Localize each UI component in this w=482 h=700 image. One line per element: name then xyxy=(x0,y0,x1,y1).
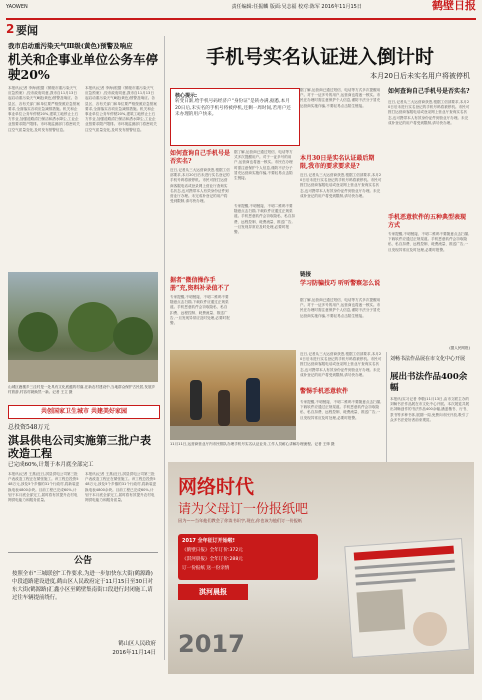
notice-issuer: 鹤山区人民政府 xyxy=(118,641,156,647)
col-g: 专家提醒,不明链接、不明二维码不要随意点击扫描,下载软件应通过正规渠道。手机恶意软件会窃取隐私、私自扣费、远程控制、耗费流量、推送广告,一旦发现异常应及时处理,必要时报警。 xyxy=(388,232,470,252)
left-top-kicker: 我市启动重污染天气Ⅲ级(黄色)预警及响应 xyxy=(8,42,133,50)
q1-heading: 如何查询自己手机号是否实名? xyxy=(170,150,231,165)
left-top-headline: 机关和企事业单位公务车停驶20% xyxy=(8,52,159,82)
subscription-ad xyxy=(168,462,474,674)
header-info: 责任编辑:任振麟 版面:吴志福 校对:陈军 2016年11月15日 xyxy=(231,4,362,10)
notice-date: 2016年11月14日 xyxy=(112,650,156,656)
lead-label: 核心提示: xyxy=(175,93,197,99)
link-label: 链接 xyxy=(300,272,312,278)
q3-heading: 本月30日是实名认证最后期限,我市的要求要求是? xyxy=(300,155,375,170)
lead-text: 转变日渐,给手机号码经济户“身份证”是转办满,据悉,本月20日后,未实名的手机号将被停机,还剩一周时间,若用户还未办理的用户快来。 xyxy=(175,99,291,117)
col-b: 据了解,运营商已通过短信、电话等方式多次提醒用户。对于一证多号的用户,运营商也将逐一核实。市民在办理时需注意保护个人信息,谨防不法分子冒充运营商实施诈骗,不要轻易点击陌生链接。 xyxy=(234,150,293,181)
col-c: 近日,记者从三大运营商获悉,根据工信部要求,本月20日后未进行实名登记的手机号码将被停机。市民可拨打运营商客服电话或登录网上营业厅查询实名状态,也可携带本人有效身份证件到营业厅办理。未完成补登记的用户将受到限制,请尽快办理。 xyxy=(300,173,382,198)
q6-heading: 手机恶意软件的五种典型表现方式 xyxy=(388,214,467,229)
col-f: 据了解,运营商已通过短信、电话等方式多次提醒用户。对于一证多号的用户,运营商也将逐一核实。市民在办理时需注意保护个人信息,谨防不法分子冒充运营商实施诈骗,不要轻易点击陌生链接。 xyxy=(300,298,381,318)
notice-body: 按照全市“三城联创”工作要求,为进一步加快东大街(鹤源路)中段道路建设进度,鹤山区人民政府定于11月15日至30日对东大街(鹤源路)汇鑫小区至鹤壁集南街口段进行封闭施工,请过往车辆提前绕行。 xyxy=(12,571,153,601)
ad-newspaper-illustration xyxy=(344,538,470,658)
village-photo xyxy=(8,272,158,382)
ad-mark: 淇河晨报 xyxy=(178,584,248,600)
col-d: 专家提醒,不明链接、不明二维码不要随意点击扫描,下载软件应通过正规渠道。手机恶意软件会窃取隐私、私自扣费、远程控制、耗费流量、推送广告,一旦发现异常应及时处理,必要时报警。 xyxy=(170,295,230,326)
main-headline: 手机号实名认证进入倒计时 xyxy=(205,46,434,68)
right-headline: 展出书法作品400余幅 xyxy=(390,372,468,393)
ad-price-2: 《淇河晨报》全年订价:288元 xyxy=(182,557,243,562)
header-left: YAOWEN xyxy=(6,4,28,10)
col-h: 近日,记者从三大运营商获悉,根据工信部要求,本月20日后未进行实名登记的手机号码将被停机。市民可拨打运营商客服电话或登录网上营业厅查询实名状态,也可携带本人有效身份证件到营业厅办理。未完成补登记的用户将受到限制,请尽快办理。 xyxy=(300,352,382,377)
ad-reader-face xyxy=(413,612,447,646)
ad-price-label: 2017 全年征订开始啦! xyxy=(182,538,235,544)
q2-heading: 据者“微信操作手册”充,资料补录值不了 xyxy=(170,277,230,292)
ad-price-1: 《鹤壁日报》全年订价:372元 xyxy=(182,548,243,553)
ad-year: 2017 xyxy=(178,630,245,658)
page-header xyxy=(6,0,476,20)
lead-box xyxy=(170,88,300,146)
ad-line1: 因为——当年他们教会了你读书识字,现在,你也该为他们订一份报纸 xyxy=(178,518,303,523)
left-bottom-body-1: 本报讯(记者 王燕)近日,淇县供电公司第三批户表改造工程正在紧张施工。该工程总投资548万元,涉及5个乡镇的31个行政村,将新装更换电表4800余块。目前工程已完成60%,计划于本月底全部完工,届时将有效提升农村电网供电能力和服务质量。 xyxy=(8,472,80,503)
ad-price-3: 订一份报纸 送一份亲情 xyxy=(182,566,230,571)
main-body-top-1: 据了解,运营商已通过短信、电话等方式多次提醒用户。对于一证多号的用户,运营商也将逐一核实。市民在办理时需注意保护个人信息,谨防不法分子冒充运营商实施诈骗,不要轻易点击陌生链接。 xyxy=(300,88,381,108)
left-top-body-2: 本报讯(记者 李海)根据《鹤壁市重污染天气应急预案》,经市政府同意,我市自11月13日起启动重污染天气Ⅲ级(黄色)预警及响应。各县区、各有关部门和单位要严格按照应急预案要求,全面落实各项应急减排措施。机关和企事业单位公务车停驶20%,建筑工地停止土石方作业,加强道路清扫保洁和洒水降尘,工业企业按要求限产限排。市环境监测部门将密切关注空气质量变化,及时发布预警信息。 xyxy=(85,86,157,132)
main-deck: 本月20日后未实名用户将被停机 xyxy=(370,72,470,80)
notice-title: 公告 xyxy=(73,556,92,566)
photo-caption: 山城区鹿楼乡三洼村是一处具有文化底蕴的村落,在新农村建设中,当地群众保护古民居,发展乡村旅游,村容村貌焕然一新。记者 王立 摄 xyxy=(8,385,156,395)
right-body: 本报讯(实习记者 李敬)11月13日,由市文联主办的刘畅书法作品展在市文化中心开展。本次展览共展出刘畅创作的书法作品400余幅,涵盖楷书、行书、隶书等多种书体,展期一周,免费向市民开放,吸引了众多书法爱好者前来观赏。 xyxy=(390,397,470,422)
slogan-banner: 共创国家卫生城市 共建美好家园 xyxy=(8,405,160,419)
section-name: 要闻 xyxy=(16,24,38,37)
col-a: 近日,记者从三大运营商获悉,根据工信部要求,本月20日后未进行实名登记的手机号码将被停机。市民可拨打运营商客服电话或登录网上营业厅查询实名状态,也可携带本人有效身份证件到营业厅办理。未完成补登记的用户将受到限制,请尽快办理。 xyxy=(170,168,230,204)
col-e: 专家提醒,不明链接、不明二维码不要随意点击扫描,下载软件应通过正规渠道。手机恶意软件会窃取隐私、私自扣费、远程控制、耗费流量、推送广告,一旦发现异常应及时处理,必要时报警。 xyxy=(234,204,296,235)
main-photo-caption: 11月11日,运营商营业厅内市民排队办理手机号实名认证业务,工作人员耐心讲解办理流程。记者 王帅 摄 xyxy=(170,442,335,446)
left-bottom-kicker: 总投资548万元 xyxy=(8,424,50,431)
main-sub-1: 如何查询自己手机号是否实名? xyxy=(388,88,470,95)
left-bottom-headline: 淇县供电公司实施第三批户表改造工程 xyxy=(8,434,151,460)
left-top-body-1: 本报讯(记者 李海)根据《鹤壁市重污染天气应急预案》,经市政府同意,我市自11月13日起启动重污染天气Ⅲ级(黄色)预警及响应。各县区、各有关部门和单位要严格按照应急预案要求,全面落实各项应急减排措施。机关和企事业单位公务车停驶20%,建筑工地停止土石方作业,加强道路清扫保洁和洒水降尘,工业企业按要求限产限排。市环境监测部门将密切关注空气质量变化,及时发布预警信息。 xyxy=(8,86,80,132)
right-kicker: 刘畅书法作品展在市文化中心开展 xyxy=(390,356,466,362)
ad-title: 网络时代 xyxy=(178,476,255,498)
col-i: 专家提醒,不明链接、不明二维码不要随意点击扫描,下载软件应通过正规渠道。手机恶意软件会窃取隐私、私自扣费、远程控制、耗费流量、推送广告,一旦发现异常应及时处理,必要时报警。 xyxy=(300,400,382,420)
left-bottom-deck: 已完成60%,计划于本月底全部完工 xyxy=(8,462,94,468)
ad-price-box xyxy=(178,534,318,580)
ad-subtitle: 请为父母订一份报纸吧 xyxy=(178,502,309,517)
newspaper-logo: 鹤壁日报 xyxy=(432,0,476,12)
service-hall-photo xyxy=(170,350,296,440)
q5-heading: 警惕手机恶意软件 xyxy=(300,388,349,395)
page-number: 2 xyxy=(6,22,15,36)
main-body-top-2: 近日,记者从三大运营商获悉,根据工信部要求,本月20日后未进行实名登记的手机号码将被停机。市民可拨打运营商客服电话或登录网上营业厅查询实名状态,也可携带本人有效身份证件到营业厅办理。未完成补登记的用户将受到限制,请尽快办理。 xyxy=(388,100,470,125)
link-heading: 学习防骗技巧 听听警察怎么说 xyxy=(300,280,381,287)
byline: (据人民网报) xyxy=(449,346,470,350)
left-bottom-body-2: 本报讯(记者 王燕)近日,淇县供电公司第三批户表改造工程正在紧张施工。该工程总投资548万元,涉及5个乡镇的31个行政村,将新装更换电表4800余块。目前工程已完成60%,计划于本月底全部完工,届时将有效提升农村电网供电能力和服务质量。 xyxy=(85,472,157,503)
